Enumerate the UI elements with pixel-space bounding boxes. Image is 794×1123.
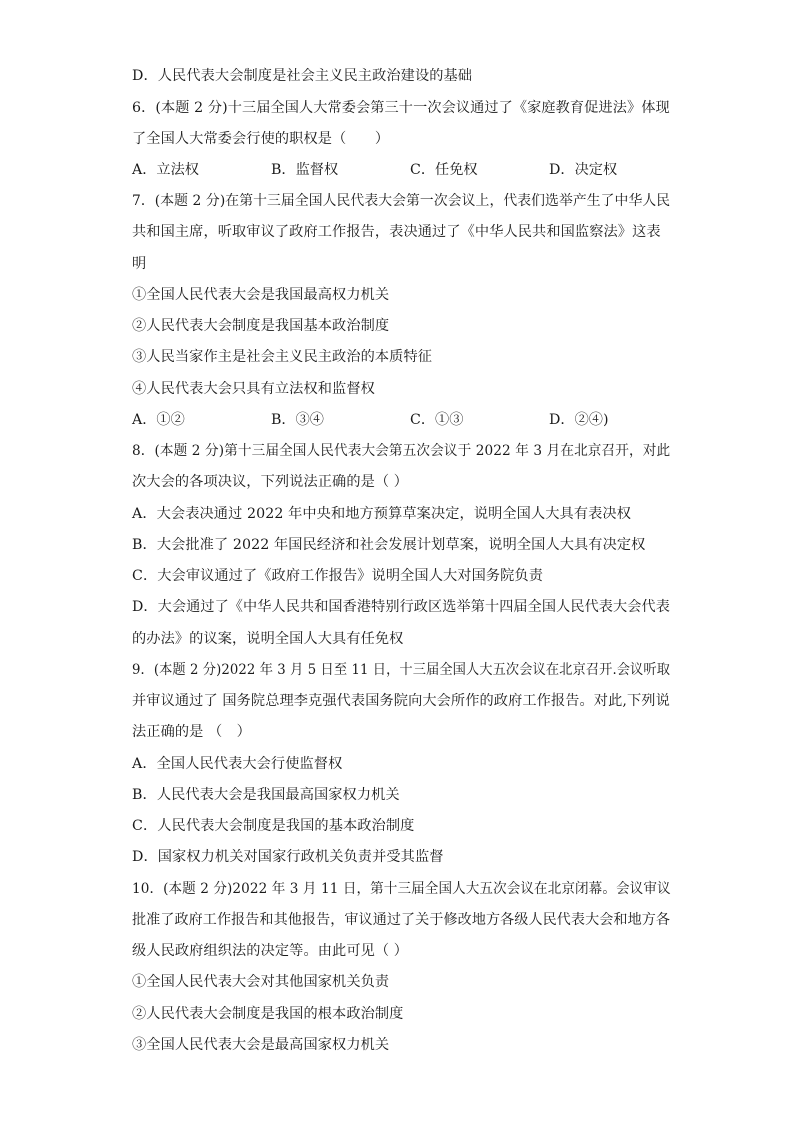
q9-stem-line-2: 并审议通过了 国务院总理李克强代表国务院向大会所作的政府工作报告。对此,下列说 bbox=[132, 693, 670, 709]
q10-stem-line-2: 批准了政府工作报告和其他报告，审议通过了关于修改地方各级人民代表大会和地方各 bbox=[132, 912, 671, 928]
q6-option-a: A．立法权 bbox=[132, 162, 199, 178]
q5-option-d: D．人民代表大会制度是社会主义民主政治建设的基础 bbox=[132, 68, 473, 84]
q7-statement-3: ③人民当家作主是社会主义民主政治的本质特征 bbox=[132, 349, 433, 365]
q7-stem-line-2: 共和国主席，听取审议了政府工作报告，表决通过了《中华人民共和国监察法》这表 bbox=[132, 224, 661, 240]
q7-statement-1: ①全国人民代表大会是我国最高权力机关 bbox=[132, 287, 390, 303]
q7-option-b: B．③④ bbox=[271, 412, 324, 428]
q8-option-d-line-1: D．大会通过了《中华人民共和国香港特别行政区选举第十四届全国人民代表大会代表 bbox=[132, 599, 670, 615]
q7-stem-line-3: 明 bbox=[132, 256, 147, 272]
q6-option-d: D．决定权 bbox=[549, 162, 618, 178]
q10-statement-2: ②人民代表大会制度是我国的根本政治制度 bbox=[132, 1006, 404, 1022]
q10-statement-3: ③全国人民代表大会是最高国家权力机关 bbox=[132, 1037, 390, 1053]
q9-stem-line-1: 9．(本题 2 分)2022 年 3 月 5 日至 11 日，十三届全国人大五次会议在北京召开.会议听取 bbox=[132, 662, 671, 678]
q8-option-a: A．大会表决通过 2022 年中央和地方预算草案决定，说明全国人大具有表决权 bbox=[132, 506, 631, 522]
q7-option-c: C．①③ bbox=[410, 412, 464, 428]
q7-option-d: D．②④) bbox=[549, 412, 609, 428]
q8-stem-line-2: 次大会的各项决议，下列说法正确的是（ ） bbox=[132, 474, 409, 490]
q10-stem-line-1: 10．(本题 2 分)2022 年 3 月 11 日，第十三届全国人大五次会议在北京闭幕。会议审议 bbox=[132, 881, 671, 897]
q7-stem-line-1: 7．(本题 2 分)在第十三届全国人民代表大会第一次会议上，代表们选举产生了中华人民 bbox=[132, 193, 671, 209]
q9-option-c: C．人民代表大会制度是我国的基本政治制度 bbox=[132, 818, 415, 834]
q6-stem-line-1: 6．(本题 2 分)十三届全国人大常委会第三十一次会议通过了《家庭教育促进法》体现 bbox=[132, 100, 670, 116]
q8-option-c: C．大会审议通过了《政府工作报告》说明全国人大对国务院负责 bbox=[132, 568, 544, 584]
q9-option-a: A．全国人民代表大会行使监督权 bbox=[132, 756, 343, 772]
q8-option-b: B．大会批准了 2022 年国民经济和社会发展计划草案，说明全国人大具有决定权 bbox=[132, 537, 646, 553]
q7-option-a: A．①② bbox=[132, 412, 185, 428]
q8-stem-line-1: 8．(本题 2 分)第十三届全国人民代表大会第五次会议于 2022 年 3 月在北京召开，对此 bbox=[132, 443, 671, 459]
q10-statement-1: ①全国人民代表大会对其他国家机关负责 bbox=[132, 974, 390, 990]
q8-option-d-line-2: 的办法》的议案，说明全国人大具有任免权 bbox=[132, 631, 404, 647]
q9-option-b: B．人民代表大会是我国最高国家权力机关 bbox=[132, 787, 400, 803]
q7-statement-2: ②人民代表大会制度是我国基本政治制度 bbox=[132, 318, 390, 334]
q9-option-d: D．国家权力机关对国家行政机关负责并受其监督 bbox=[132, 849, 444, 865]
q10-stem-line-3: 级人民政府组织法的决定等。由此可见（ ） bbox=[132, 943, 409, 959]
q7-statement-4: ④人民代表大会只具有立法权和监督权 bbox=[132, 381, 375, 397]
q9-stem-line-3: 法正确的是 （ ） bbox=[132, 724, 251, 740]
q6-option-c: C．任免权 bbox=[410, 162, 478, 178]
q6-option-b: B．监督权 bbox=[271, 162, 339, 178]
q6-stem-line-2: 了全国人大常委会行使的职权是（ ） bbox=[132, 131, 390, 147]
